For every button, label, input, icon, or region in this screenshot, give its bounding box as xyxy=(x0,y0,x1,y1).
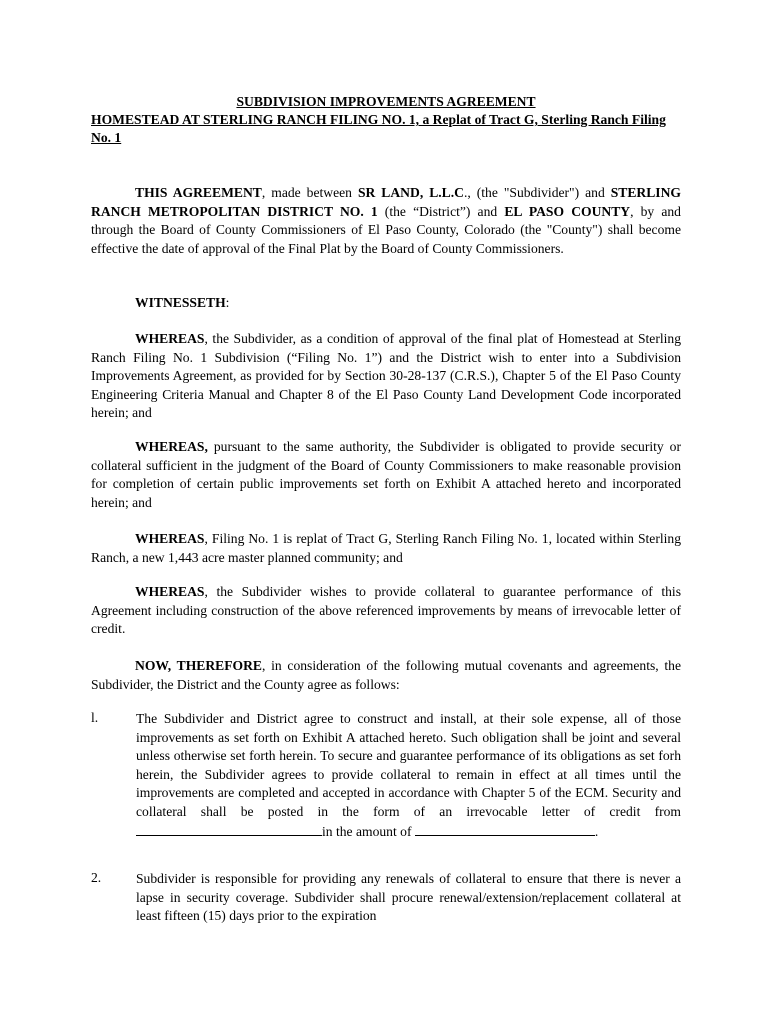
whereas-text: , the Subdivider wishes to provide collateral to guarantee performance of this Agreement including construction of the above referenced improvements by means of irrevocable letter of credit. xyxy=(91,584,681,637)
whereas-text: , the Subdivider, as a condition of approval of the final plat of Homestead at Sterling Ranch Filing No. 1 Subdivision (“Filing No. 1”) and the District wish to enter into a Subdivision Improvements Agreement, as provided for by Section 30-28-137 (C.R.S.), Chapter 5 of the El Paso County Engineering Criteria Manual and Chapter 8 of the El Paso County Land Development Code incorporated herein; and xyxy=(91,331,681,421)
item-1-end: . xyxy=(594,823,599,839)
whereas-text: , Filing No. 1 is replat of Tract G, Sterling Ranch Filing No. 1, located within Sterling Ranch, a new 1,443 acre master planned community; and xyxy=(91,531,681,565)
whereas-lead: WHEREAS, xyxy=(135,439,208,454)
now-therefore-text: , in consideration of the following mutual covenants and agreements, the Subdivider, the District and the County agree as follows: xyxy=(91,658,681,692)
item-1-mid: in the amount of xyxy=(322,823,412,839)
whereas-paragraph-4 xyxy=(91,583,681,639)
letter-of-credit-issuer-blank xyxy=(136,822,322,836)
item-body-1 xyxy=(136,710,681,841)
intro-text-1: , made between xyxy=(261,185,358,200)
document-title xyxy=(91,93,681,147)
intro-text-3: (the “District”) and xyxy=(377,203,505,219)
whereas-lead: WHEREAS xyxy=(135,584,205,599)
now-therefore-lead: NOW, THEREFORE xyxy=(135,658,262,673)
whereas-paragraph-1 xyxy=(91,330,681,423)
party-subdivider: SR LAND, L.L.C xyxy=(357,185,464,200)
party-district: STERLING RANCH METROPOLITAN DISTRICT NO. 1 xyxy=(91,185,681,219)
item-1-text: The Subdivider and District agree to construct and install, at their sole expense, all of those improvements as set forth on Exhibit A attached hereto. Such obligation shall be joint and several unless otherwise set forth herein. To secure and guarantee performance of its obligations as set forh herein, the Subdivider agrees to provide collateral to remain in effect at all times until the improvements are completed and accepted in accordance with Chapter 5 of the ECM. Security and collateral shall be posted in the form of an irrevocable letter of credit from xyxy=(136,711,681,819)
witnesseth-label: WITNESSETH xyxy=(135,295,226,310)
witnesseth-colon: : xyxy=(225,295,230,310)
whereas-lead: WHEREAS xyxy=(135,331,205,346)
intro-paragraph xyxy=(91,184,681,258)
whereas-text: pursuant to the same authority, the Subdivider is obligated to provide security or collateral sufficient in the judgment of the Board of County Commissioners to make reasonable provision for completion of certain public improvements set forth on Exhibit A attached hereto and incorporated herein; and xyxy=(91,439,681,510)
item-number-2: 2. xyxy=(91,870,102,885)
intro-text-2: ., (the "Subdivider") and xyxy=(463,185,611,200)
party-county: EL PASO COUNTY xyxy=(504,203,631,219)
intro-text-4: , by and through the Board of County Commissioners of El Paso County, Colorado (the "County") shall become effective the date of approval of the Final Plat by the Board of County Commissioners. xyxy=(91,203,681,256)
amount-blank xyxy=(415,822,595,836)
whereas-lead: WHEREAS xyxy=(135,531,205,546)
whereas-paragraph-3 xyxy=(91,530,681,567)
witnesseth-heading xyxy=(91,294,681,313)
intro-lead: THIS AGREEMENT xyxy=(135,185,262,200)
item-body-2: Subdivider is responsible for providing any renewals of collateral to ensure that there is never a lapse in security coverage. Subdivider shall procure renewal/extension/replacement collateral at least fifteen (15) days prior to the expiration xyxy=(136,871,681,924)
title-line-2: HOMESTEAD AT STERLING RANCH FILING NO. 1, a Replat of Tract G, Sterling Ranch Filing No. 1 xyxy=(91,112,666,145)
whereas-paragraph-2 xyxy=(91,438,681,512)
item-number-1: l. xyxy=(91,710,99,725)
now-therefore-paragraph xyxy=(91,657,681,694)
title-line-1: SUBDIVISION IMPROVEMENTS AGREEMENT xyxy=(236,94,536,109)
